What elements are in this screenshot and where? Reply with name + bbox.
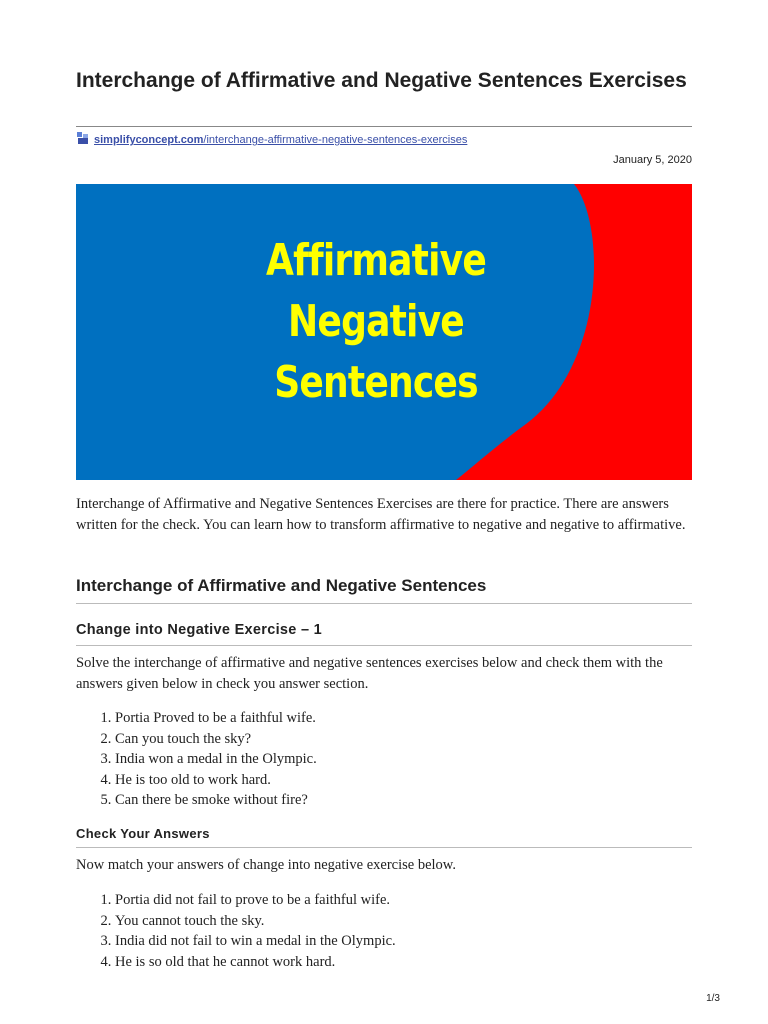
source-domain[interactable]: simplifyconcept.com [94,134,204,146]
answers-divider [76,847,692,848]
hero-line-2: Negative [288,296,464,347]
source-link[interactable] [76,131,467,148]
exercise-heading: Change into Negative Exercise – 1 [76,622,323,638]
hero-title [130,230,622,413]
publish-date: January 5, 2020 [613,154,692,166]
list-item: 4. He is so old that he cannot work hard. [115,952,731,973]
page-title: Interchange of Affirmative and Negative Sentences Exercises [76,69,687,92]
section-divider [76,603,692,604]
list-item: 3. India won a medal in the Olympic. [115,749,731,770]
page-number: 1/3 [706,993,720,1004]
exercise-list [76,708,731,811]
intro-paragraph: Interchange of Affirmative and Negative Sentences Exercises are there for practice. There are answers written for the check. You can learn how to transform affirmative to negative and negative to affirmative. [76,496,686,533]
list-item: 5. Can there be smoke without fire? [115,790,731,811]
list-item: 2. You cannot touch the sky. [115,911,731,932]
hero-line-1: Affirmative [265,235,486,286]
hero-line-3: Sentences [274,357,478,408]
answers-heading: Check Your Answers [76,826,210,841]
answers-list [76,890,731,972]
list-item: 1. Portia Proved to be a faithful wife. [115,708,731,729]
list-item: 3. India did not fail to win a medal in the Olympic. [115,931,731,952]
list-item: 2. Can you touch the sky? [115,729,731,750]
hero-banner [76,184,692,480]
answers-intro: Now match your answers of change into negative exercise below. [76,857,456,873]
exercise-intro: Solve the interchange of affirmative and negative sentences exercises below and check them with the answers given below in check you answer section. [76,655,663,692]
list-item: 4. He is too old to work hard. [115,770,731,791]
source-path[interactable]: /interchange-affirmative-negative-sentences-exercises [203,134,468,146]
exercise-divider [76,645,692,646]
section-heading: Interchange of Affirmative and Negative Sentences [76,576,487,595]
title-divider [76,126,692,127]
list-item: 1. Portia did not fail to prove to be a faithful wife. [115,890,731,911]
site-favicon-icon [76,131,90,145]
